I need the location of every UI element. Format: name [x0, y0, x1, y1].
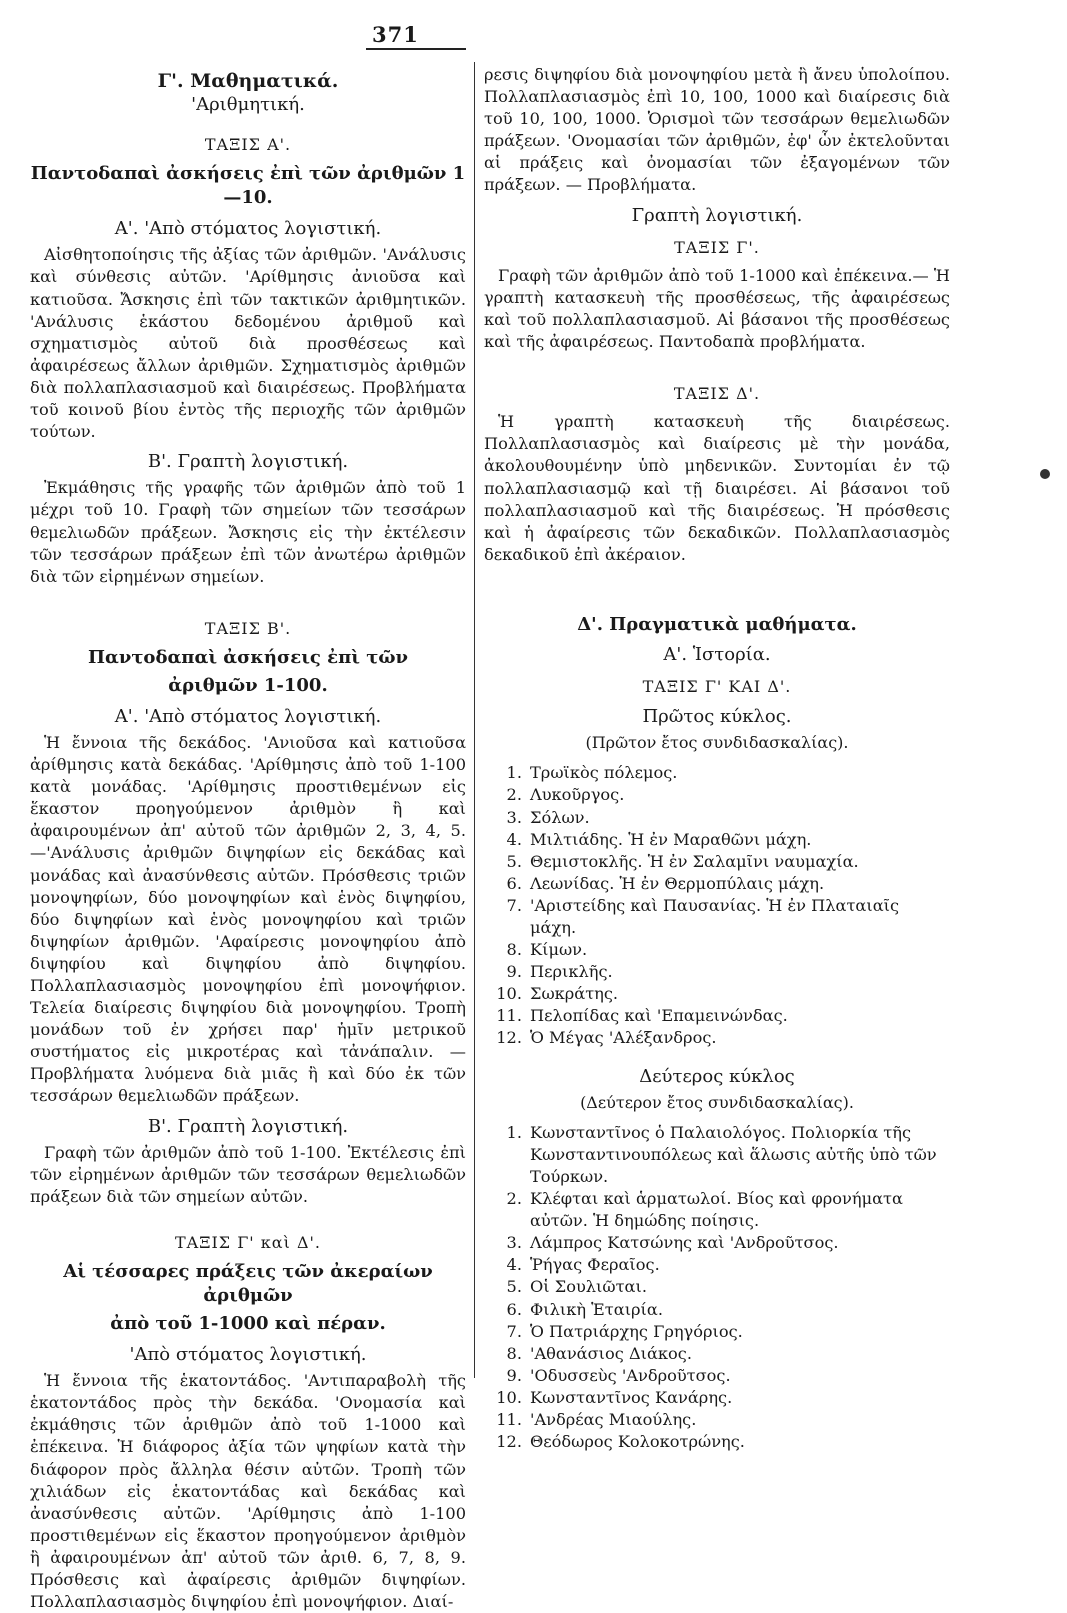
list-item-number: 8. [506, 940, 522, 960]
list-item-text: Κίμων. [530, 940, 588, 960]
list-item-number: 2. [506, 1189, 522, 1209]
list-item-text: Τρωϊκὸς πόλεμος. [530, 763, 678, 783]
list-item [484, 1232, 950, 1254]
list-item-text: Ὁ Πατριάρχης Γρηγόριος. [530, 1321, 743, 1341]
list-item [484, 1005, 950, 1027]
list-item-number: 7. [506, 1321, 522, 1341]
list-item [484, 1188, 950, 1232]
list-item [484, 784, 950, 806]
list-item-text: Φιλικὴ Ἑταιρία. [530, 1299, 663, 1319]
list-item-text: Μιλτιάδης. Ἡ ἐν Μαραθῶνι μάχη. [530, 829, 812, 849]
right-column [484, 64, 950, 1453]
list-item [484, 851, 950, 873]
taxis-b-heading-line2: ἀριθμῶν 1-100. [168, 674, 328, 696]
list-item [484, 1387, 950, 1409]
list-item-text: Κωνσταντῖνος Κανάρης. [530, 1387, 733, 1407]
list-item-number: 12. [496, 1432, 522, 1452]
list-item-text: 'Οδυσσεὺς 'Ανδροῦτσος. [530, 1365, 731, 1385]
list-item-number: 6. [506, 1299, 522, 1319]
cycle-2-list [484, 1122, 950, 1453]
taxis-a-written-title: Β'. Γραπτὴ λογιστική. [147, 451, 349, 473]
left-column [30, 64, 466, 1613]
list-item-text: Ῥήγας Φεραῖος. [530, 1255, 660, 1275]
list-item-text: Θεμιστοκλῆς. Ἡ ἐν Σαλαμῖνι ναυμαχία. [530, 851, 859, 871]
list-item [484, 1027, 950, 1049]
list-item-text: Περικλῆς. [530, 962, 613, 982]
list-item-number: 6. [506, 873, 522, 893]
cycle-2-year: (Δεύτερον ἔτος συνδιδασκαλίας). [580, 1092, 854, 1112]
list-item [484, 939, 950, 961]
list-item-text: 'Ανδρέας Μιαούλης. [530, 1409, 697, 1429]
list-item-number: 8. [506, 1343, 522, 1363]
list-item-text: Θεόδωρος Κολοκοτρώνης. [530, 1432, 745, 1452]
list-item [484, 961, 950, 983]
page-number: 371 [372, 22, 419, 47]
list-item-number: 7. [506, 895, 522, 915]
list-item-text: Σόλων. [530, 807, 590, 827]
list-item [484, 1321, 950, 1343]
taxis-a-written-text: Ἐκμάθησις τῆς γραφῆς τῶν ἀριθμῶν ἀπὸ τοῦ 1 μέχρι τοῦ 10. Γραφὴ τῶν σημείων τῶν τεσσάρων θεμελιωδῶν πράξεων. Ἄσκησις εἰς τὴν ἐκτέλεσιν τῶν τεσσάρων πράξεων ἐπὶ τῶν ἀνωτέρω ἀριθμῶν διὰ τῶν εἰρημένων σημείων. [30, 478, 466, 586]
taxis-a-oral-text: Αἰσθητοποίησις τῆς ἀξίας τῶν ἀριθμῶν. 'Ανάλυσις καὶ σύνθεσις αὐτῶν. 'Αρίθμησις ἀνιοῦσα καὶ κατιοῦσα. Ἄσκησις ἐπὶ τῶν τακτικῶν ἀριθμητικῶν. 'Ανάλυσις ἑκάστου δεδομένου ἀριθμοῦ καὶ σχηματισμὸς αὐτοῦ διὰ προσθέσεως καὶ ἀφαιρέσεως ἄλλων ἀριθμῶν. Σχηματισμὸς ἀριθμῶν διὰ πολλαπλασιασμοῦ καὶ διαιρέσεως. Προβλήματα τοῦ κοινοῦ βίου ἐντὸς τῆς περιοχῆς τῶν ἀριθμῶν τούτων. [30, 245, 466, 442]
list-item-number: 1. [506, 763, 522, 783]
list-item-number: 4. [506, 1255, 522, 1275]
list-item-number: 9. [506, 962, 522, 982]
ink-spot [1040, 469, 1050, 479]
list-item-text: 'Αριστείδης καὶ Παυσανίας. Ἡ ἐν Πλαταιαῖς μάχη. [530, 895, 900, 937]
section-title: Γ'. Μαθηματικά. [157, 70, 339, 92]
list-item [484, 1299, 950, 1321]
realia-title: Δ'. Πραγματικὰ μαθήματα. [577, 613, 857, 635]
list-item-number: 3. [506, 1233, 522, 1253]
list-item-number: 11. [496, 1006, 522, 1026]
taxis-cd-oral-title: 'Απὸ στόματος λογιστική. [129, 1344, 367, 1366]
list-item-text: Κωνσταντῖνος ὁ Παλαιολόγος. Πολιορκία τῆς Κωνσταντινουπόλεως καὶ ἅλωσις αὐτῆς ὑπὸ τῶν Τούρκων. [530, 1122, 937, 1186]
written-c-title: Γραπτὴ λογιστική. [631, 204, 803, 226]
list-item [484, 1276, 950, 1298]
taxis-cd-heading-line1: Αἱ τέσσαρες πράξεις τῶν ἀκεραίων ἀριθμῶν [63, 1261, 433, 1307]
list-item-text: Ὁ Μέγας 'Αλέξανδρος. [530, 1028, 717, 1048]
history-taxis-label: ΤΑΞΙΣ Γ' ΚΑΙ Δ'. [642, 677, 792, 697]
list-item-number: 1. [506, 1122, 522, 1142]
list-item-number: 10. [496, 984, 522, 1004]
taxis-b-written-title: Β'. Γραπτὴ λογιστική. [147, 1115, 349, 1137]
cycle-2-title: Δεύτερος κύκλος [639, 1065, 795, 1087]
taxis-a-oral-title: Α'. 'Απὸ στόματος λογιστική. [114, 218, 382, 240]
taxis-b-oral-title: Α'. 'Απὸ στόματος λογιστική. [114, 705, 382, 727]
list-item [484, 895, 950, 939]
cycle-1-year: (Πρῶτον ἔτος συνδιδασκαλίας). [585, 733, 849, 753]
list-item [484, 983, 950, 1005]
list-item-number: 2. [506, 785, 522, 805]
list-item-number: 3. [506, 807, 522, 827]
list-item-number: 9. [506, 1365, 522, 1385]
list-item [484, 829, 950, 851]
list-item-number: 11. [496, 1409, 522, 1429]
list-item-text: Κλέφται καὶ ἁρματωλοί. Βίος καὶ φρονήματα αὐτῶν. Ἡ δημώδης ποίησις. [530, 1189, 903, 1231]
list-item-text: Λεωνίδας. Ἡ ἐν Θερμοπύλαις μάχη. [530, 873, 825, 893]
list-item [484, 762, 950, 784]
list-item [484, 1343, 950, 1365]
taxis-a-heading: Παντοδαπαὶ ἀσκήσεις ἐπὶ τῶν ἀριθμῶν 1—10. [30, 163, 466, 209]
list-item [484, 1409, 950, 1431]
list-item-text: Οἱ Σουλιῶται. [530, 1277, 647, 1297]
list-item-text: 'Αθανάσιος Διάκος. [530, 1343, 692, 1363]
written-c-label: ΤΑΞΙΣ Γ'. [674, 237, 760, 257]
list-item-text: Λυκοῦργος. [530, 785, 625, 805]
list-item [484, 807, 950, 829]
list-item [484, 1431, 950, 1453]
written-d-label: ΤΑΞΙΣ Δ'. [673, 384, 761, 404]
list-item-number: 10. [496, 1387, 522, 1407]
list-item-number: 5. [506, 1277, 522, 1297]
taxis-b-oral-text: Ἡ ἔννοια τῆς δεκάδος. 'Ανιοῦσα καὶ κατιοῦσα ἀρίθμησις κατὰ δεκάδας. 'Αρίθμησις ἀπὸ τοῦ 1-100 κατὰ μονάδας. 'Αρίθμησις προστιθεμένων εἰς ἕκαστον προηγούμενον ἀριθμὸν ἢ καὶ ἀφαιρουμένων ἀπ' αὐτοῦ τῶν ἀριθμῶν 2, 3, 4, 5.—'Ανάλυσις ἀριθμῶν διψηφίων εἰς δεκάδας καὶ μονάδας καὶ ἀνασύνθεσις αὐτῶν. Πρόσθεσις τριῶν μονοψηφίων, δύο μονοψηφίων καὶ ἑνὸς διψηφίου, δύο διψηφίων καὶ ἑνὸς μονοψηφίου καὶ τριῶν διψηφίων ἀριθμῶν. 'Αφαίρεσις μονοψηφίου ἀπὸ διψηφίου καὶ διψηφίου ἀπὸ διψηφίου. Πολλαπλασιασμὸς μονοψηφίου ἐπὶ μονοψήφιον. Τελεία διαίρεσις διψηφίου διὰ μονοψηφίου. Τροπὴ μονάδων τοῦ ἐν χρήσει παρ' ἡμῖν μετρικοῦ συστήματος εἰς μικροτέρας καὶ τἀνάπαλιν. —Προβλήματα λυόμενα διὰ μιᾶς ἢ καὶ δύο ἐκ τῶν τεσσάρων θεμελιωδῶν πράξεων. [30, 732, 466, 1106]
taxis-cd-label: ΤΑΞΙΣ Γ' καὶ Δ'. [175, 1232, 321, 1252]
top-rule [366, 48, 466, 50]
list-item-number: 12. [496, 1028, 522, 1048]
column-divider [474, 62, 475, 1378]
taxis-cd-heading-line2: ἀπὸ τοῦ 1-1000 καὶ πέραν. [110, 1313, 386, 1335]
list-item [484, 1365, 950, 1387]
list-item-number: 4. [506, 829, 522, 849]
written-c-text: Γραφὴ τῶν ἀριθμῶν ἀπὸ τοῦ 1-1000 καὶ ἐπέκεινα.— Ἡ γραπτὴ κατασκευὴ τῆς προσθέσεως, τῆς ἀφαιρέσεως καὶ τοῦ πολλαπλασιασμοῦ. Αἱ βάσανοι τῆς προσθέσεως καὶ τῆς ἀφαιρέσεως. Παντοδαπὰ προβλήματα. [484, 265, 950, 352]
taxis-a-label: ΤΑΞΙΣ Α'. [204, 135, 292, 155]
cycle-1-list [484, 762, 950, 1049]
cycle-1-title: Πρῶτος κύκλος. [642, 706, 792, 728]
list-item [484, 873, 950, 895]
written-d-text: Ἡ γραπτὴ κατασκευὴ τῆς διαιρέσεως. Πολλαπλασιασμὸς καὶ διαίρεσις μὲ τὴν μονάδα, ἀκολουθουμένην ὑπὸ μηδενικῶν. Συντομίαι ἐν τῷ πολλαπλασιασμῷ καὶ τῇ διαιρέσει. Αἱ βάσανοι τοῦ πολλαπλασιασμοῦ καὶ τῆς διαιρέσεως. Ἡ πρόσθεσις καὶ ἡ ἀφαίρεσις τῶν δεκαδικῶν. Πολλαπλασιασμὸς δεκαδικοῦ ἐπὶ ἀκέραιον. [484, 412, 950, 564]
list-item-number: 5. [506, 851, 522, 871]
subject-title: 'Αριθμητική. [191, 94, 305, 116]
taxis-b-heading-line1: Παντοδαπαὶ ἀσκήσεις ἐπὶ τῶν [87, 646, 408, 668]
list-item [484, 1122, 950, 1188]
taxis-b-written-text: Γραφὴ τῶν ἀριθμῶν ἀπὸ τοῦ 1-100. Ἐκτέλεσις ἐπὶ τῶν εἰρημένων ἀριθμῶν τῶν τεσσάρων θεμελιωδῶν πράξεων διὰ τῶν σημείων αὐτῶν. [30, 1142, 466, 1206]
list-item-text: Σωκράτης. [530, 984, 619, 1004]
list-item-text: Πελοπίδας καὶ 'Επαμεινώνδας. [530, 1006, 788, 1026]
list-item-text: Λάμπρος Κατσώνης καὶ 'Ανδροῦτσος. [530, 1233, 839, 1253]
history-subject: Α'. Ἱστορία. [663, 643, 771, 665]
continuation-text: ρεσις διψηφίου διὰ μονοψηφίου μετὰ ἢ ἄνευ ὑπολοίπου. Πολλαπλασιασμὸς ἐπὶ 10, 100, 1000 καὶ διαίρεσις διὰ τοῦ 10, 100, 1000. Ὁρισμοὶ τῶν τεσσάρων θεμελιωδῶν πράξεων. 'Ονομασίαι τῶν ἀριθμῶν, ἐφ' ὧν ἐκτελοῦνται αἱ πράξεις καὶ ὀνομασίαι τῶν ἐξαγομένων τῶν πράξεων. — Προβλήματα. [484, 65, 950, 195]
taxis-cd-oral-text: Ἡ ἔννοια τῆς ἑκατοντάδος. 'Αντιπαραβολὴ τῆς ἑκατοντάδος πρὸς τὴν δεκάδα. 'Ονομασία καὶ ἐκμάθησις τῶν ἀριθμῶν ἀπὸ τοῦ 1-1000 καὶ ἐπέκεινα. Ἡ διάφορος ἀξία τῶν ψηφίων κατὰ τὴν διάφορον πρὸς ἄλληλα θέσιν αὐτῶν. Τροπὴ τῶν χιλιάδων εἰς ἑκατοντάδας καὶ δεκάδας καὶ ἀνασύνθεσις αὐτῶν. 'Αρίθμησις ἀπὸ 1-100 προστιθεμένων εἰς ἕκαστον προηγούμενον ἀριθμὸν ἢ ἀφαιρουμένων ἀπ' αὐτοῦ τῶν ἀριθ. 6, 7, 8, 9. Πρόσθεσις καὶ ἀφαίρεσις ἀριθμῶν διψηφίων. Πολλαπλασιασμὸς διψηφίου ἐπὶ μονοψήφιον. Διαί- [30, 1371, 466, 1612]
taxis-b-label: ΤΑΞΙΣ Β'. [204, 618, 292, 638]
list-item [484, 1254, 950, 1276]
